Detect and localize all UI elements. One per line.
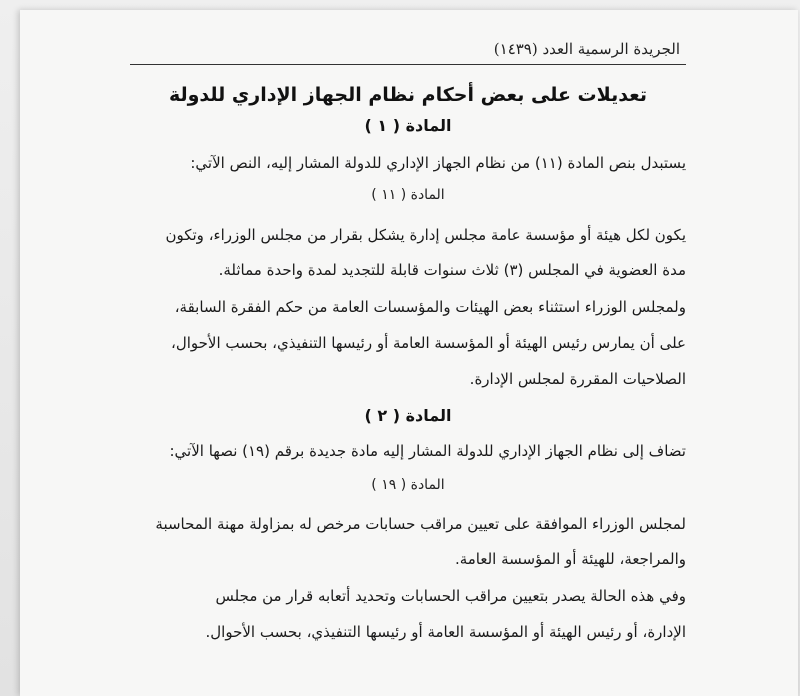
article-1-line-3: ولمجلس الوزراء استثناء بعض الهيئات والمؤسسات العامة من حكم الفقرة السابقة، <box>174 298 686 316</box>
gazette-header: الجريدة الرسمية العدد (١٤٣٩) <box>493 40 680 58</box>
article-1-intro: يستبدل بنص المادة (١١) من نظام الجهاز الإداري للدولة المشار إليه، النص الآتي: <box>190 154 686 172</box>
article-11-heading: المادة ( ١١ ) <box>371 187 445 203</box>
article-1-heading: المادة ( ١ ) <box>364 116 452 135</box>
article-2-line-4: الإدارة، أو رئيس الهيئة أو المؤسسة العامة أو رئيسها التنفيذي، بحسب الأحوال. <box>205 623 686 641</box>
header-divider <box>130 64 686 65</box>
document-title: تعديلات على بعض أحكام نظام الجهاز الإداري للدولة <box>168 84 648 106</box>
article-1-line-1: يكون لكل هيئة أو مؤسسة عامة مجلس إدارة يشكل بقرار من مجلس الوزراء، وتكون <box>165 226 686 244</box>
article-19-heading: المادة ( ١٩ ) <box>371 477 445 493</box>
article-2-line-2: والمراجعة، للهيئة أو المؤسسة العامة. <box>454 550 686 568</box>
article-2-heading: المادة ( ٢ ) <box>364 406 452 425</box>
document-page <box>20 10 798 696</box>
article-1-line-2: مدة العضوية في المجلس (٣) ثلاث سنوات قابلة للتجديد لمدة واحدة مماثلة. <box>218 261 686 279</box>
article-1-line-4: على أن يمارس رئيس الهيئة أو المؤسسة العامة أو رئيسها التنفيذي، بحسب الأحوال، <box>171 334 686 352</box>
article-1-line-5: الصلاحيات المقررة لمجلس الإدارة. <box>469 370 686 388</box>
article-2-line-3: وفي هذه الحالة يصدر بتعيين مراقب الحسابات وتحديد أتعابه قرار من مجلس <box>215 587 686 605</box>
article-2-intro: تضاف إلى نظام الجهاز الإداري للدولة المشار إليه مادة جديدة برقم (١٩) نصها الآتي: <box>169 442 686 460</box>
article-2-line-1: لمجلس الوزراء الموافقة على تعيين مراقب حسابات مرخص له بمزاولة مهنة المحاسبة <box>155 515 686 533</box>
